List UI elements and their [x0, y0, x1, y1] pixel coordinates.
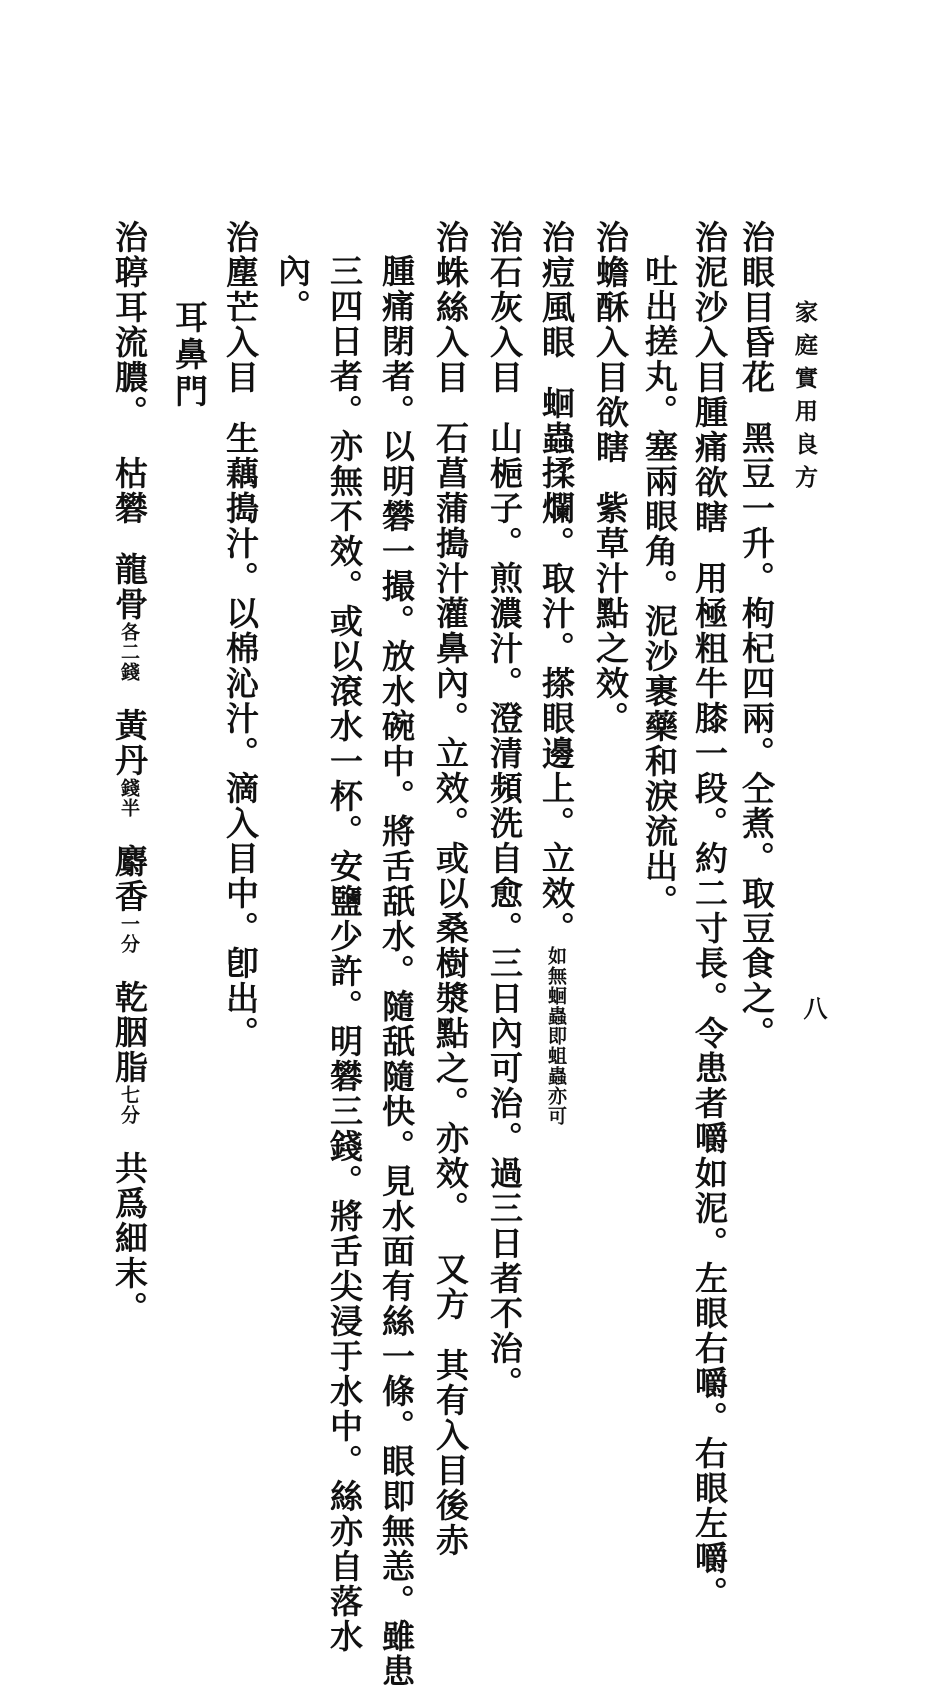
- ingredient-dose: 一分: [118, 914, 140, 954]
- ingredient-name: 乾胭脂: [110, 980, 149, 1085]
- alt-method-label: 又方: [431, 1252, 470, 1322]
- remedy-text: 生藕搗汁。以棉沁汁。滴入目中。卽出。: [221, 421, 260, 1051]
- remedy-column: [737, 220, 776, 1051]
- remedy-text: 吐出搓丸。塞兩眼角。泥沙裹藥和淚流出。: [640, 254, 679, 919]
- remedy-text: 內。: [273, 254, 312, 324]
- remedy-heading: 治蟾酥入目欲瞎: [591, 220, 630, 465]
- remedy-text: 蛔蟲揉爛。取汁。搽眼邊上。立效。: [537, 386, 576, 946]
- remedy-heading: 治眼目昏花: [737, 220, 776, 395]
- remedy-column: [690, 220, 729, 1611]
- page-number: 八: [799, 996, 828, 1020]
- remedy-heading: 治聤耳流膿。: [110, 220, 149, 430]
- remedy-text: 石菖蒲搗汁灌鼻內。立效。或以桑樹漿點之。亦效。: [431, 421, 470, 1226]
- remedy-heading: 治石灰入目: [485, 220, 524, 395]
- ingredient-dose: 七分: [118, 1085, 140, 1125]
- remedy-text: 紫草汁點之效。: [591, 491, 630, 736]
- remedy-heading: 治痘風眼: [537, 220, 576, 360]
- ingredient-name: 黃丹: [110, 708, 149, 778]
- remedy-column: [591, 220, 630, 736]
- ingredient-name: 枯礬: [110, 456, 149, 526]
- remedy-text: 黑豆一升。枸杞四兩。仝煮。取豆食之。: [737, 421, 776, 1051]
- remedy-text: 其有入目後赤: [431, 1348, 470, 1558]
- remedy-text: 用極粗牛膝一段。約二寸長。令患者嚼如泥。左眼右嚼。右眼左嚼。: [690, 561, 729, 1611]
- remedy-heading: 治泥沙入目腫痛欲瞎: [690, 220, 729, 535]
- remedy-text: 山梔子。煎濃汁。澄清頻洗自愈。三日內可治。過三日者不治。: [485, 421, 524, 1401]
- remedy-continuation: [640, 254, 679, 919]
- remedy-text: 三四日者。亦無不效。或以滾水一杯。安鹽少許。明礬三錢。將舌尖浸于水中。絲亦自落水: [325, 254, 364, 1654]
- remedy-continuation: [377, 254, 416, 1689]
- ingredient-name: 麝香: [110, 844, 149, 914]
- remedy-column: [537, 220, 576, 1126]
- remedy-text: 腫痛閉者。以明礬一撮。放水碗中。將舌舐水。隨舐隨快。見水面有絲一條。眼即無恙。雖患: [377, 254, 416, 1689]
- remedy-column: [110, 220, 149, 1326]
- ingredient-dose: 各二錢: [118, 622, 140, 682]
- section-heading: 耳鼻門: [170, 300, 209, 411]
- ingredient-dose: 錢半: [118, 778, 140, 818]
- remedy-column: [431, 220, 470, 1558]
- remedy-continuation: [273, 254, 312, 324]
- remedy-heading: 治塵芒入目: [221, 220, 260, 395]
- remedy-note: 如無蛔蟲即蛆蟲亦可: [545, 946, 567, 1126]
- ingredient-name: 龍骨: [110, 552, 149, 622]
- remedy-text: 共爲細末。: [110, 1151, 149, 1326]
- running-header-title: 家庭實用良方: [791, 300, 818, 498]
- remedy-column: [221, 220, 260, 1051]
- remedy-column: [485, 220, 524, 1401]
- remedy-continuation: [325, 254, 364, 1654]
- remedy-heading: 治蛛絲入目: [431, 220, 470, 395]
